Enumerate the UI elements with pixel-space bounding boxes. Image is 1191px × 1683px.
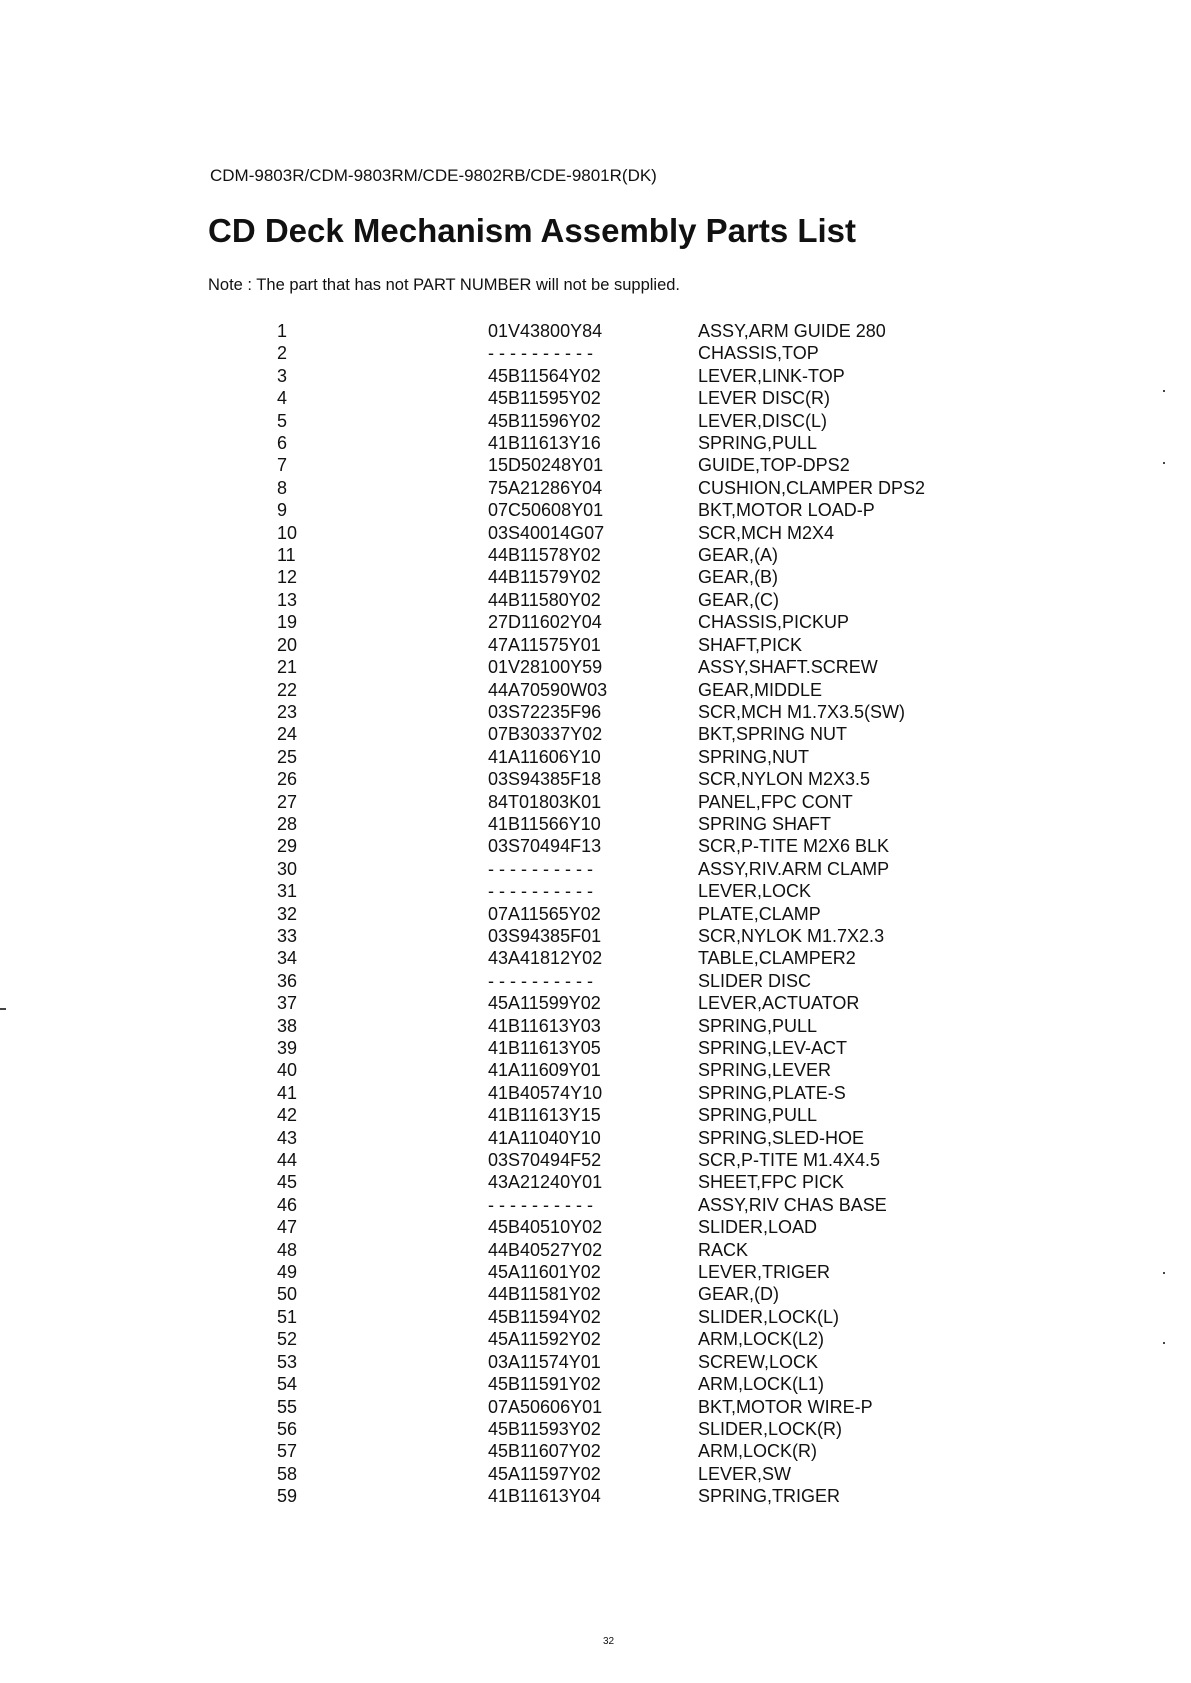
part-description: PLATE,CLAMP	[698, 903, 821, 924]
parts-row	[0, 634, 1191, 656]
part-description: GEAR,MIDDLE	[698, 679, 823, 700]
part-number: 41B11613Y04	[488, 1486, 601, 1507]
part-description: CUSHION,CLAMPER DPS2	[698, 477, 926, 498]
item-number: 22	[277, 679, 298, 700]
part-number: 44B11580Y02	[488, 589, 601, 610]
part-number: 43A41812Y02	[488, 948, 603, 969]
item-number: 9	[277, 500, 288, 521]
part-description: SPRING SHAFT	[698, 813, 832, 834]
item-number: 8	[277, 477, 288, 498]
part-number: 03A11574Y01	[488, 1351, 601, 1372]
item-number: 56	[277, 1418, 298, 1439]
item-number: 25	[277, 746, 298, 767]
parts-row	[0, 1373, 1191, 1395]
part-number: 45B11595Y02	[488, 388, 601, 409]
part-description: SLIDER,LOCK(L)	[698, 1306, 840, 1327]
part-description: RACK	[698, 1239, 749, 1260]
item-number: 4	[277, 388, 288, 409]
scan-speck	[1163, 1342, 1165, 1344]
item-number: 29	[277, 836, 298, 857]
part-description: LEVER,TRIGER	[698, 1262, 831, 1283]
part-number: 75A21286Y04	[488, 477, 603, 498]
item-number: 55	[277, 1396, 298, 1417]
parts-row	[0, 342, 1191, 364]
part-number: 41A11040Y10	[488, 1127, 601, 1148]
item-number: 41	[277, 1082, 298, 1103]
part-number: 07A50606Y01	[488, 1396, 603, 1417]
part-number: 44B11581Y02	[488, 1284, 601, 1305]
item-number: 58	[277, 1463, 298, 1484]
parts-row	[0, 1127, 1191, 1149]
item-number: 21	[277, 657, 298, 678]
part-description: SPRING,SLED-HOE	[698, 1127, 865, 1148]
part-description: ARM,LOCK(L1)	[698, 1374, 825, 1395]
item-number: 46	[277, 1194, 298, 1215]
parts-row	[0, 477, 1191, 499]
part-number: - - - - - - - - - -	[488, 858, 593, 879]
parts-row	[0, 746, 1191, 768]
item-number: 33	[277, 925, 298, 946]
part-number: 27D11602Y04	[488, 612, 602, 633]
part-number: 41B11613Y05	[488, 1038, 601, 1058]
item-number: 47	[277, 1217, 298, 1238]
part-description: CHASSIS,PICKUP	[698, 612, 850, 633]
part-number: 03S70494F13	[488, 836, 602, 857]
parts-row	[0, 679, 1191, 701]
part-description: ASSY,ARM GUIDE 280	[698, 321, 886, 341]
part-number: 45A11597Y02	[488, 1463, 601, 1484]
part-description: SCR,P-TITE M2X6 BLK	[698, 836, 890, 857]
parts-row	[0, 499, 1191, 521]
part-description: BKT,MOTOR WIRE-P	[698, 1396, 873, 1417]
part-description: PANEL,FPC CONT	[698, 791, 853, 812]
page-number: 32	[603, 1636, 615, 1647]
item-number: 31	[277, 881, 298, 902]
part-number: 07B30337Y02	[488, 724, 603, 745]
parts-row	[0, 768, 1191, 790]
item-number: 32	[277, 903, 298, 924]
part-number: 41A11606Y10	[488, 746, 601, 767]
part-number: 45B11591Y02	[488, 1374, 601, 1395]
item-number: 53	[277, 1351, 298, 1372]
part-number: 41B11613Y03	[488, 1015, 601, 1036]
part-number: 44B11579Y02	[488, 567, 601, 588]
part-number: 44B40527Y02	[488, 1239, 603, 1260]
item-number: 1	[277, 321, 288, 341]
part-number: 41B11613Y16	[488, 433, 601, 454]
part-description: ASSY,RIV CHAS BASE	[698, 1194, 887, 1215]
part-number: 45B11607Y02	[488, 1441, 601, 1462]
part-description: LEVER,ACTUATOR	[698, 993, 860, 1014]
item-number: 2	[277, 343, 288, 364]
parts-row	[0, 1015, 1191, 1037]
item-number: 59	[277, 1486, 298, 1507]
item-number: 52	[277, 1329, 298, 1350]
parts-row	[0, 1418, 1191, 1440]
item-number: 30	[277, 858, 298, 879]
parts-row	[0, 880, 1191, 902]
part-number: 41B11613Y15	[488, 1105, 601, 1126]
item-number: 34	[277, 948, 298, 969]
part-description: SPRING,LEV-ACT	[698, 1038, 848, 1058]
part-number: 45A11599Y02	[488, 993, 601, 1014]
part-description: SLIDER,LOAD	[698, 1217, 818, 1238]
part-description: ARM,LOCK(L2)	[698, 1329, 825, 1350]
part-number: 03S70494F52	[488, 1150, 602, 1171]
item-number: 10	[277, 522, 298, 543]
part-description: SHAFT,PICK	[698, 634, 803, 655]
parts-row	[0, 589, 1191, 611]
parts-row	[0, 1239, 1191, 1261]
scan-speck	[1163, 462, 1165, 464]
parts-row	[0, 1328, 1191, 1350]
supply-note: Note : The part that has not PART NUMBER will not be supplied.	[208, 276, 681, 294]
parts-row	[0, 1351, 1191, 1373]
part-number: 15D50248Y01	[488, 455, 604, 476]
parts-row	[0, 656, 1191, 678]
parts-row	[0, 723, 1191, 745]
parts-row	[0, 1396, 1191, 1418]
part-number: 03S94385F18	[488, 769, 602, 790]
part-description: BKT,MOTOR LOAD-P	[698, 500, 875, 521]
parts-row	[0, 1194, 1191, 1216]
item-number: 36	[277, 970, 298, 991]
parts-row	[0, 970, 1191, 992]
part-number: 03S72235F96	[488, 701, 602, 722]
parts-row	[0, 701, 1191, 723]
part-number: 41B11566Y10	[488, 813, 601, 834]
part-description: SPRING,PULL	[698, 1015, 818, 1036]
parts-row	[0, 1082, 1191, 1104]
part-description: GEAR,(B)	[698, 567, 779, 588]
part-number: 45B11594Y02	[488, 1306, 601, 1327]
part-description: ASSY,SHAFT.SCREW	[698, 657, 878, 678]
part-description: TABLE,CLAMPER2	[698, 948, 856, 969]
part-number: 45B11593Y02	[488, 1418, 601, 1439]
part-number: 43A21240Y01	[488, 1172, 603, 1193]
part-number: 45B11596Y02	[488, 410, 601, 431]
parts-row	[0, 1261, 1191, 1283]
item-number: 54	[277, 1374, 298, 1395]
item-number: 49	[277, 1262, 298, 1283]
parts-row	[0, 611, 1191, 633]
item-number: 12	[277, 567, 298, 588]
part-number: 45A11601Y02	[488, 1262, 601, 1283]
part-description: SHEET,FPC PICK	[698, 1172, 845, 1193]
part-number: - - - - - - - - - -	[488, 970, 593, 991]
item-number: 7	[277, 455, 288, 476]
parts-row	[0, 1104, 1191, 1126]
item-number: 44	[277, 1150, 298, 1171]
item-number: 39	[277, 1038, 298, 1058]
part-description: SCR,MCH M1.7X3.5(SW)	[698, 701, 906, 722]
page-title: CD Deck Mechanism Assembly Parts List	[208, 212, 857, 249]
parts-row	[0, 1440, 1191, 1462]
item-number: 20	[277, 634, 298, 655]
parts-row	[0, 1306, 1191, 1328]
part-description: GEAR,(C)	[698, 589, 779, 610]
parts-row	[0, 925, 1191, 947]
item-number: 50	[277, 1284, 298, 1305]
parts-row	[0, 454, 1191, 476]
part-number: 47A11575Y01	[488, 634, 601, 655]
parts-row	[0, 544, 1191, 566]
part-number: 03S40014G07	[488, 522, 605, 543]
part-description: LEVER DISC(R)	[698, 388, 831, 409]
item-number: 57	[277, 1441, 298, 1462]
parts-row	[0, 1171, 1191, 1193]
part-number: - - - - - - - - - -	[488, 881, 593, 902]
item-number: 11	[277, 545, 296, 566]
parts-row	[0, 1059, 1191, 1081]
parts-row	[0, 1037, 1191, 1059]
part-description: ASSY,RIV.ARM CLAMP	[698, 858, 890, 879]
item-number: 6	[277, 433, 288, 454]
item-number: 51	[277, 1306, 298, 1327]
item-number: 24	[277, 724, 298, 745]
part-number: 44A70590W03	[488, 679, 608, 700]
part-description: BKT,SPRING NUT	[698, 724, 848, 745]
part-description: SLIDER DISC	[698, 970, 812, 991]
part-description: SPRING,LEVER	[698, 1060, 832, 1081]
item-number: 26	[277, 769, 298, 790]
part-description: LEVER,LINK-TOP	[698, 365, 845, 386]
item-number: 28	[277, 813, 298, 834]
part-number: 84T01803K01	[488, 791, 602, 812]
part-number: 01V43800Y84	[488, 321, 603, 341]
part-number: 07A11565Y02	[488, 903, 601, 924]
parts-row	[0, 835, 1191, 857]
part-number: 44B11578Y02	[488, 545, 601, 566]
part-number: 41B40574Y10	[488, 1082, 603, 1103]
part-number: - - - - - - - - - -	[488, 1194, 593, 1215]
parts-row	[0, 365, 1191, 387]
parts-row	[0, 566, 1191, 588]
parts-row	[0, 1216, 1191, 1238]
model-numbers: CDM-9803R/CDM-9803RM/CDE-9802RB/CDE-9801R(DK)	[210, 166, 657, 185]
item-number: 27	[277, 791, 298, 812]
part-description: SPRING,NUT	[698, 746, 810, 767]
part-description: GEAR,(A)	[698, 545, 779, 566]
parts-row	[0, 522, 1191, 544]
parts-row	[0, 432, 1191, 454]
part-description: GUIDE,TOP-DPS2	[698, 455, 850, 476]
part-number: 45B11564Y02	[488, 365, 601, 386]
part-description: LEVER,SW	[698, 1463, 792, 1484]
part-number: 07C50608Y01	[488, 500, 604, 521]
parts-list	[0, 320, 1191, 1508]
parts-row	[0, 813, 1191, 835]
item-number: 3	[277, 365, 288, 386]
part-description: SCR,NYLOK M1.7X2.3	[698, 925, 885, 946]
part-number: 45B40510Y02	[488, 1217, 603, 1238]
parts-row	[0, 992, 1191, 1014]
part-description: SPRING,PLATE-S	[698, 1082, 846, 1103]
item-number: 23	[277, 701, 298, 722]
part-number: 01V28100Y59	[488, 657, 603, 678]
parts-row	[0, 903, 1191, 925]
part-description: SPRING,PULL	[698, 1105, 818, 1126]
item-number: 5	[277, 410, 288, 431]
parts-row	[0, 791, 1191, 813]
parts-row	[0, 1283, 1191, 1305]
part-number: 45A11592Y02	[488, 1329, 601, 1350]
parts-row	[0, 410, 1191, 432]
part-description: SLIDER,LOCK(R)	[698, 1418, 843, 1439]
scan-speck	[0, 1008, 6, 1010]
parts-row	[0, 1149, 1191, 1171]
part-description: LEVER,DISC(L)	[698, 410, 828, 431]
parts-row	[0, 947, 1191, 969]
item-number: 42	[277, 1105, 298, 1126]
part-number: - - - - - - - - - -	[488, 343, 593, 364]
part-description: SCR,MCH M2X4	[698, 522, 835, 543]
part-description: SCR,NYLON M2X3.5	[698, 769, 871, 790]
part-description: SPRING,PULL	[698, 433, 818, 454]
item-number: 37	[277, 993, 298, 1014]
item-number: 38	[277, 1015, 298, 1036]
parts-row	[0, 1463, 1191, 1485]
part-number: 03S94385F01	[488, 925, 602, 946]
parts-row	[0, 387, 1191, 409]
parts-row	[0, 320, 1191, 342]
item-number: 40	[277, 1060, 298, 1081]
part-description: LEVER,LOCK	[698, 881, 812, 902]
parts-row	[0, 1485, 1191, 1507]
item-number: 45	[277, 1172, 298, 1193]
part-description: GEAR,(D)	[698, 1284, 779, 1305]
item-number: 19	[277, 612, 298, 633]
part-number: 41A11609Y01	[488, 1060, 601, 1081]
item-number: 43	[277, 1127, 298, 1148]
item-number: 13	[277, 589, 298, 610]
scan-speck	[1163, 1272, 1165, 1274]
part-description: SPRING,TRIGER	[698, 1486, 841, 1507]
part-description: SCR,P-TITE M1.4X4.5	[698, 1150, 881, 1171]
scan-speck	[1163, 390, 1165, 392]
part-description: CHASSIS,TOP	[698, 343, 819, 364]
part-description: SCREW,LOCK	[698, 1351, 819, 1372]
item-number: 48	[277, 1239, 298, 1260]
parts-row	[0, 858, 1191, 880]
part-description: ARM,LOCK(R)	[698, 1441, 818, 1462]
